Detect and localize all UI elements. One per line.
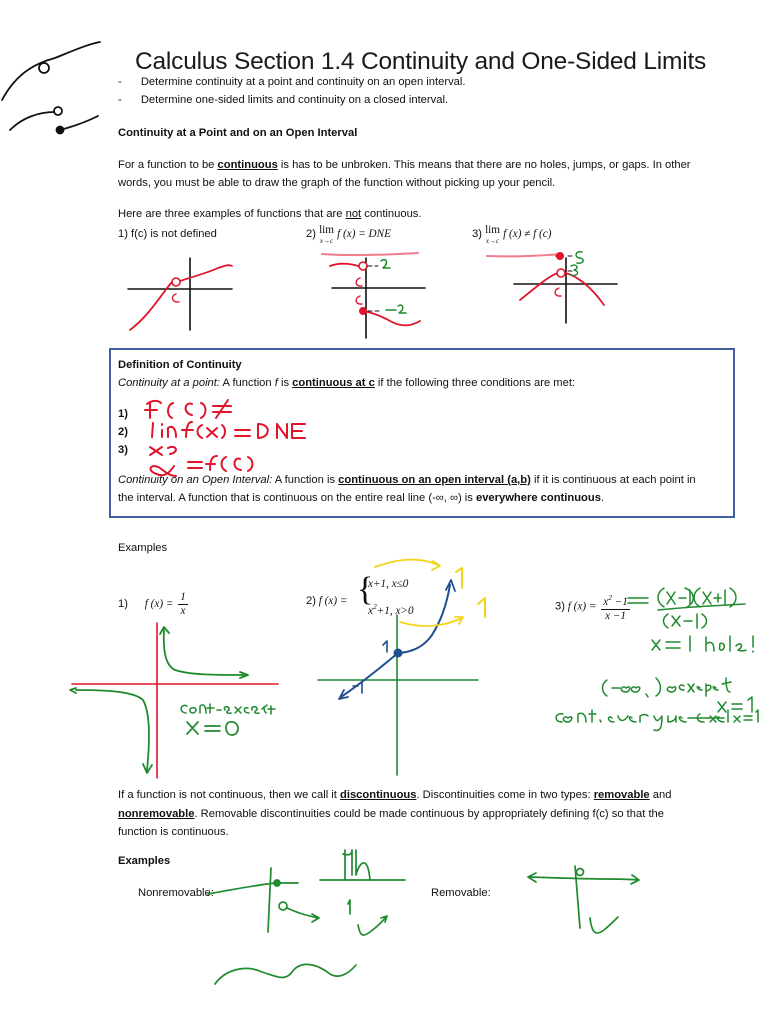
term-open-interval: continuous on an open interval (a,b) [338, 474, 531, 486]
text-run: A function is [272, 474, 339, 486]
condition-2-number: 2) [118, 426, 128, 438]
text-run: if the following three conditions are met: [374, 377, 576, 389]
item-number: 3) [555, 600, 565, 613]
term: +1, x>0 [376, 605, 414, 617]
exponent: 2 [608, 593, 612, 602]
item-number: 1) [118, 598, 128, 611]
graph-hole-example [128, 258, 232, 330]
objective-text: Determine one-sided limits and continuity on a closed interval. [140, 94, 449, 106]
graph-piecewise [318, 560, 485, 775]
lim-text: lim [485, 224, 500, 236]
lim-subscript: x→c [319, 237, 334, 245]
text-run: . [600, 492, 605, 504]
removable-sketches [528, 866, 639, 933]
examples-heading: Examples [118, 542, 168, 554]
handwritten-conditions [145, 400, 305, 476]
denominator: x −1 [605, 610, 626, 622]
highlight-underline [322, 253, 418, 255]
section-heading: Continuity at a Point and on an Open Interval [118, 127, 358, 139]
text-run: Here are three examples of functions that are [118, 208, 346, 220]
text-run: is [277, 377, 293, 389]
graph-point-example [514, 252, 617, 323]
limit-expression: f (x) = DNE [337, 228, 391, 240]
function-lhs: f (x) = [144, 598, 174, 611]
term: x [603, 596, 609, 608]
term: −1 [611, 596, 628, 608]
nonremovable-sketches [208, 850, 405, 984]
item-number: 3) [472, 228, 482, 240]
piecewise-brace: { [357, 571, 374, 608]
graph-reciprocal [70, 623, 278, 778]
example-1-label: 1) f(c) is not defined [118, 228, 217, 240]
objective-dash: - [118, 94, 122, 106]
exponent: 2 [372, 602, 377, 611]
text-run: if it is continuous at each point in [530, 474, 696, 486]
text-run: and [649, 789, 672, 801]
text-run: continuous. [361, 208, 422, 220]
text-run: the interval. A function that is continuous on the entire real line (-∞, ∞) is [118, 492, 476, 504]
nonremovable-label: Nonremovable: [138, 887, 214, 899]
term-not: not [345, 208, 362, 220]
text-run: A function [220, 377, 275, 389]
text-run: . Removable discontinuities could be made continuous by appropriately defining f(c) so that the [194, 808, 664, 820]
discontinuity-line3: function is continuous. [118, 826, 229, 838]
numerator: 1 [180, 591, 186, 603]
text-run: is has to be unbroken. This means that there are no holes, jumps, or gaps. In other [277, 159, 691, 171]
text-run: If a function is not continuous, then we call it [118, 789, 341, 801]
graph-jump-example [330, 258, 425, 338]
item-number: 2) [306, 228, 316, 240]
term-discontinuous: discontinuous [340, 789, 417, 801]
condition-3-number: 3) [118, 444, 128, 456]
lim-text: lim [319, 224, 334, 236]
text-run: For a function to be [118, 159, 218, 171]
term-everywhere-continuous: everywhere continuous [475, 492, 601, 504]
margin-doodle-graphs [2, 42, 100, 134]
term-removable: removable [593, 789, 650, 801]
objective-text: Determine continuity at a point and continuity on an open interval. [140, 76, 466, 88]
discontinuity-examples-heading: Examples [118, 855, 171, 867]
continuity-paragraph-line2: words, you must be able to draw the graph of the function without picking up your pencil. [118, 177, 556, 189]
lim-subscript: x→c [485, 237, 500, 245]
handwritten-factoring [556, 588, 758, 730]
text-run: . Discontinuities come in two types: [416, 789, 594, 801]
term-continuous: continuous [217, 159, 278, 171]
definition-heading: Definition of Continuity [118, 359, 242, 371]
function-lhs: f (x) = [567, 600, 597, 613]
function-lhs: f (x) = [318, 595, 348, 607]
term-nonremovable: nonremovable [118, 808, 195, 820]
limit-expression: f (x) ≠ f (c) [503, 228, 552, 240]
condition-1-number: 1) [118, 408, 128, 420]
text-run: Continuity at a point: [118, 377, 220, 389]
text-run: f [274, 377, 278, 389]
text-run: Continuity on an Open Interval: [118, 474, 273, 486]
term-continuous-at-c: continuous at c [292, 377, 375, 389]
term: x [368, 605, 373, 617]
removable-label: Removable: [431, 887, 491, 899]
page-title: Calculus Section 1.4 Continuity and One-Sided Limits [135, 48, 707, 75]
objective-dash: - [118, 76, 122, 88]
piecewise-case-1: x+1, x≤0 [368, 578, 409, 590]
item-number: 2) [306, 595, 316, 607]
highlight-underline [487, 254, 560, 256]
denominator: x [180, 605, 186, 617]
